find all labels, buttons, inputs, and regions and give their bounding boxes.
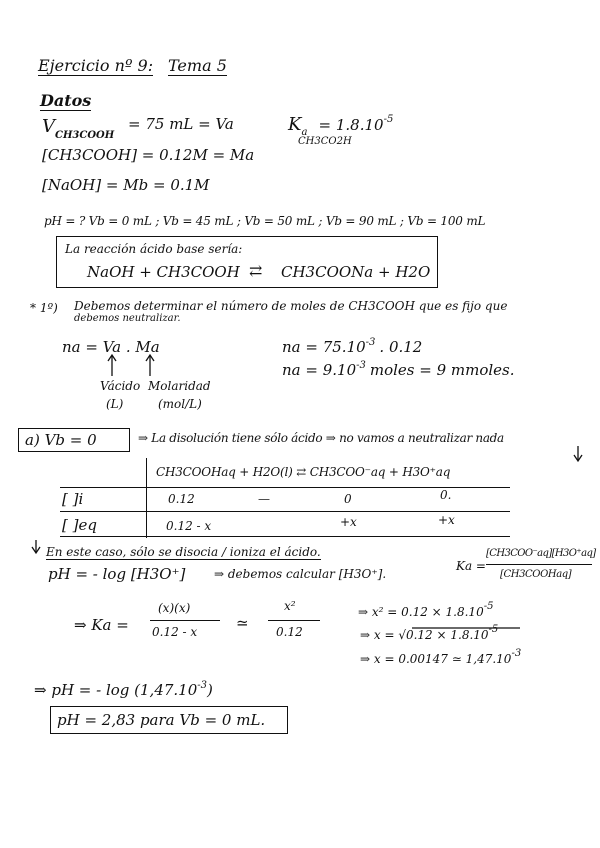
vacid-label: Vácido: [100, 379, 141, 393]
base-concentration: [NaOH] = Mb = 0.1M: [42, 176, 210, 194]
explanation-line: En este caso, sólo se disocia / ioniza el ácido.: [46, 545, 321, 559]
acid-concentration: [CH3COOH] = 0.12M = Ma: [42, 146, 255, 164]
moles-calc1: na = $75.10^{-3}$ . 0.12: [282, 337, 423, 356]
ice-cell: 0: [344, 492, 352, 506]
molarity-unit: (mol/L): [158, 397, 202, 411]
case-a-text: ⇒ La disolución tiene sólo ácido ⇒ no vamos a neutralizar nada: [138, 431, 504, 445]
ka-equation-label: ⇒ Ka =: [74, 616, 129, 634]
datos-label: Datos: [40, 91, 92, 110]
ka-definition-numerator: [CH3COO⁻aq][H3O⁺aq]: [486, 548, 596, 559]
ph-question: pH = ? Vb = 0 mL ; Vb = 45 mL ; Vb = 50 mL ; Vb = 90 mL ; Vb = 100 mL: [44, 214, 486, 228]
v-acid: $V_{CH3COOH}$: [42, 116, 115, 141]
v-acid-value: = 75 mL = Va: [128, 115, 234, 133]
vacid-unit: (L): [106, 397, 124, 411]
reaction-arrow: ⇄: [249, 261, 263, 280]
ka-given: $K_a = 1.8.10^{-5}$: [288, 114, 394, 138]
ka-note: CH3CO2H: [298, 136, 352, 147]
ka-definition-denominator: [CH3COOHaq]: [500, 569, 572, 580]
ice-equation: CH3COOHaq + H2O(l) ⇄ CH3COO⁻aq + H3O⁺aq: [156, 465, 451, 479]
case-a-label: a) Vb = 0: [25, 431, 97, 449]
reaction-title: La reacción ácido base sería:: [65, 242, 243, 256]
topic-title: Tema 5: [168, 56, 227, 75]
moles-formula: na = Va . Ma: [62, 338, 160, 356]
moles-calc2: na = $9.10^{-3}$ moles = 9 mmoles.: [282, 360, 515, 379]
fraction1-numerator: (x)(x): [158, 601, 191, 615]
step1-marker: * 1º): [30, 301, 58, 315]
ph-formula-rest: ⇒ debemos calcular [H3O⁺].: [214, 567, 387, 581]
result-line-2: ⇒ $x = √0.12 \times 1.8.10^{-5}$: [360, 624, 499, 642]
ph-calculation: ⇒ pH = - $\log (1,47.10^{-3})$: [34, 680, 213, 699]
molarity-label: Molaridad: [148, 379, 211, 393]
ice-row-label: [ ]i: [62, 490, 84, 508]
final-result: pH = 2,83 para Vb = 0 mL.: [57, 711, 266, 729]
exercise-title: Ejercicio nº 9:: [38, 56, 154, 75]
ice-row-label: [ ]eq: [62, 516, 97, 534]
reaction-left: NaOH + CH3COOH: [87, 263, 240, 281]
reaction-right: CH3COONa + H2O: [281, 263, 431, 281]
fraction2-numerator: x²: [284, 599, 296, 613]
ice-cell: +x: [340, 515, 357, 529]
ice-cell: —: [258, 492, 270, 506]
fraction2-denominator: 0.12: [276, 625, 303, 639]
ice-cell: 0.: [440, 488, 452, 502]
ice-cell: 0.12: [168, 492, 195, 506]
approx-sign: ≃: [236, 614, 249, 632]
result-line-1: ⇒ $x^2 = 0.12 \times 1.8.10^{-5}$: [358, 601, 494, 619]
fraction1-denominator: 0.12 - x: [152, 625, 198, 639]
step1-text2: debemos neutralizar.: [74, 313, 181, 324]
ice-cell: +x: [438, 513, 455, 527]
ph-formula: pH = - log [H3O⁺]: [48, 565, 186, 583]
ka-definition-label: Ka =: [456, 559, 486, 573]
ice-cell: 0.12 - x: [166, 519, 212, 533]
step1-text: Debemos determinar el número de moles de CH3COOH que es fijo que: [74, 299, 508, 313]
result-line-3: ⇒ x = 0.00147 ≃ $1,47.10^{-3}$: [360, 648, 522, 666]
